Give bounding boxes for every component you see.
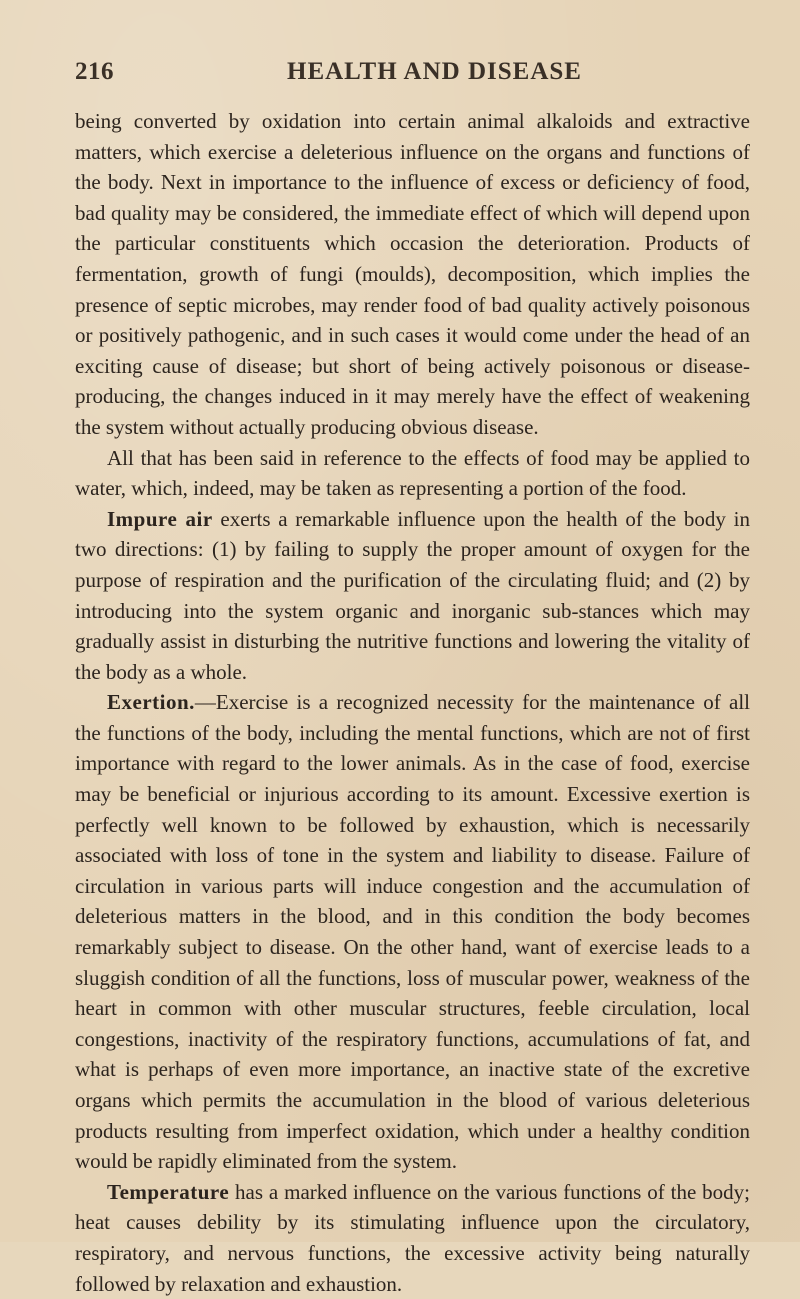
section-heading-exertion: Exertion. xyxy=(107,690,195,715)
section-heading-temperature: Temperature xyxy=(107,1179,230,1204)
paragraph-text: has a marked influence on the various functions of the body; heat causes debility by its stimulating influence upon the circulatory, respiratory, and nervous functions, the excessive activity being naturally followed by relaxation and exhaustion. xyxy=(75,1179,750,1296)
paragraph-water xyxy=(75,443,750,504)
paragraph-text: being converted by oxidation into certain animal alkaloids and extractive matters, which exercise a deleterious influence on the organs and functions of the body. Next in importance to the influence of excess or deficiency of food, bad quality may be considered, the immediate effect of which will depend upon the particular constituents which occasion the deterioration. Products of fermentation, growth of fungi (moulds), decomposition, which implies the presence of septic microbes, may render food of bad quality actively poisonous or positively pathogenic, and in such cases it would come under the head of an exciting cause of disease; but short of being actively poisonous or disease-producing, the changes induced in it may merely have the effect of weakening the system without actually producing obvious disease. xyxy=(75,109,750,439)
paragraph-text: exerts a remarkable influence upon the health of the body in two directions: (1) by failing to supply the proper amount of oxygen for the purpose of respiration and the purification of the circulating fluid; and (2) by introducing into the system organic and inorganic sub-stances which may gradually assist in disturbing the nutritive functions and lowering the vitality of the body as a whole. xyxy=(75,506,750,684)
paragraph-food-continuation xyxy=(75,106,750,443)
paragraph-text: —Exercise is a recognized necessity for the maintenance of all the functions of the body, including the mental functions, which are not of first importance with regard to the lower animals. As in the case of food, exercise may be beneficial or injurious according to its amount. Excessive exertion is perfectly well known to be followed by exhaustion, which is necessarily associated with loss of tone in the system and liability to disease. Failure of circulation in various parts will induce congestion and the accumulation of deleterious matters in the blood, and in this condition the body becomes remarkably subject to disease. On the other hand, want of exercise leads to a sluggish condition of all the functions, loss of muscular power, weakness of the heart in common with other muscular structures, feeble circulation, local congestions, inactivity of the respiratory functions, accumulations of fat, and what is perhaps of even more importance, an inactive state of the excretive organs which permits the accumulation in the blood of various deleterious products resulting from imperfect oxidation, which under a healthy condition would be rapidly eliminated from the system. xyxy=(75,690,750,1174)
page-header xyxy=(75,58,750,88)
paragraph-exertion xyxy=(75,687,750,1177)
paragraph-text: All that has been said in reference to the effects of food may be applied to water, which, indeed, may be taken as representing a portion of the food. xyxy=(75,445,750,501)
section-heading-impure-air: Impure air xyxy=(107,506,213,531)
page-number: 216 xyxy=(75,58,114,85)
paragraph-temperature xyxy=(75,1177,750,1299)
running-head: HEALTH AND DISEASE xyxy=(287,58,582,85)
body-text xyxy=(75,106,750,1299)
paragraph-impure-air xyxy=(75,504,750,688)
